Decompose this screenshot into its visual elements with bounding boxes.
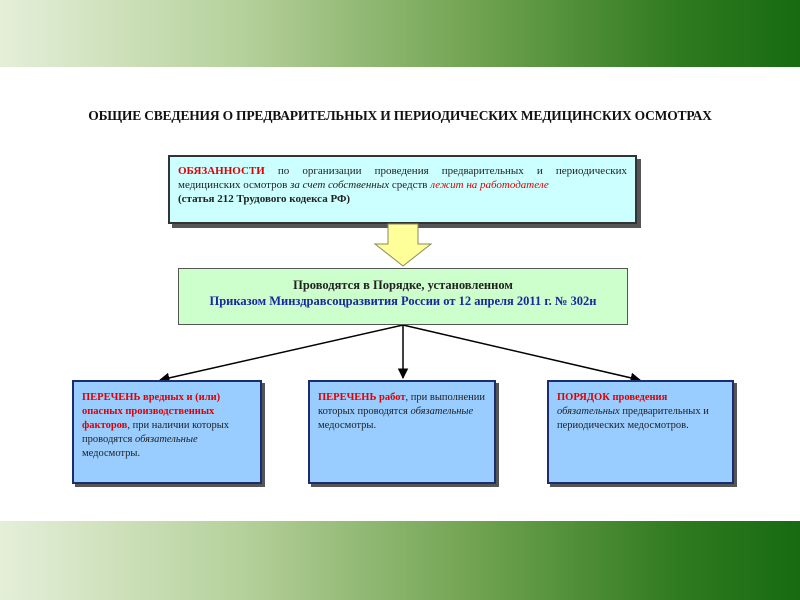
procedure-order-box: [547, 380, 734, 484]
works-text-1: , при выполнении которых проводятся: [318, 392, 485, 417]
slide-title: ОБЩИЕ СВЕДЕНИЯ О ПРЕДВАРИТЕЛЬНЫХ И ПЕРИОДИЧЕСКИХ МЕДИЦИНСКИХ ОСМОТРАХ: [88, 108, 712, 123]
order-red-text: проведения: [609, 392, 668, 403]
hazard-factors-box: [72, 380, 262, 484]
procedure-line-2: Приказом Минздравсоцразвития России от 12 апреля 2011 г. № 302н: [209, 294, 597, 308]
hazard-red-text: вредных и (или) опасных производственных факторов: [82, 392, 221, 431]
order-italic: обязательных: [557, 406, 620, 417]
footer-gradient-band: [0, 521, 800, 600]
obligations-source: (статья 212 Трудового кодекса РФ): [178, 193, 351, 205]
hazard-text-2: медосмотры.: [82, 448, 141, 459]
obligations-italic: за счет собственных: [290, 179, 390, 191]
procedure-line-1: Проводятся в Порядке, установленном: [293, 278, 513, 292]
down-block-arrow: [375, 224, 431, 266]
obligations-keyword: ОБЯЗАННОСТИ: [178, 165, 265, 177]
arrow-to-procedure: [403, 325, 640, 380]
hazard-text-1: , при наличии которых проводятся: [82, 420, 230, 445]
works-text-2: медосмотры.: [318, 420, 377, 431]
works-red-text: работ: [376, 392, 406, 403]
order-keyword: ПОРЯДОК: [557, 392, 610, 403]
order-text-2: предварительных и периодических медосмотров.: [557, 406, 709, 431]
arrow-to-hazards: [160, 325, 403, 380]
obligations-text-2: средств: [389, 179, 431, 191]
works-italic: обязательные: [410, 406, 474, 417]
obligations-employer: лежит на работодателе: [430, 179, 549, 191]
works-keyword: ПЕРЕЧЕНЬ: [318, 392, 377, 403]
hazard-keyword: ПЕРЕЧЕНЬ: [82, 392, 141, 403]
hazard-italic: обязательные: [134, 434, 198, 445]
works-list-box: [308, 380, 496, 484]
obligations-text-1: по организации проведения предварительных и периодических медицинских осмотров: [178, 165, 627, 191]
procedure-box: [178, 268, 628, 325]
